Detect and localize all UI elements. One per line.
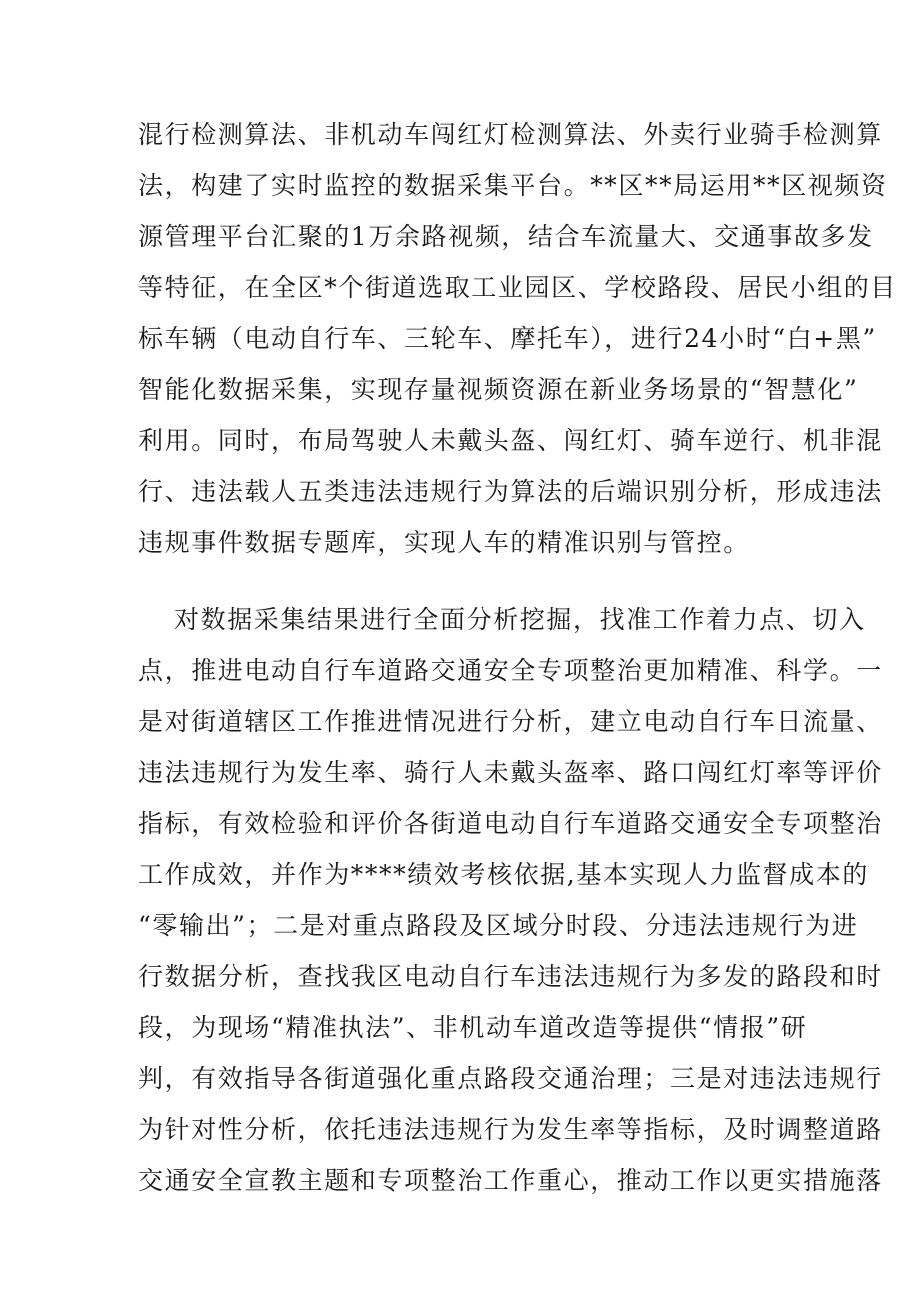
paragraph-1-line: 法，构建了实时监控的数据采集平台。**区**局运用**区视频资: [138, 171, 888, 200]
paragraph-1-line: 标车辆（电动自行车、三轮车、摩托车），进行24小时“白+黑”: [138, 324, 877, 353]
paragraph-1-line: 违规事件数据专题库，实现人车的精准识别与管控。: [138, 528, 750, 557]
paragraph-2-line: “零输出”；二是对重点路段及区域分时段、分违法违规行为进: [138, 911, 859, 940]
paragraph-1-line: 行、违法载人五类违法违规行为算法的后端识别分析，形成违法: [138, 477, 883, 506]
paragraph-2-line: 对数据采集结果进行全面分析挖掘，找准工作着力点、切入: [174, 605, 866, 634]
paragraph-2-line: 为针对性分析，依托违法违规行为发生率等指标，及时调整道路: [138, 1115, 883, 1144]
paragraph-1-line: 利用。同时，布局驾驶人未戴头盔、闯红灯、骑车逆行、机非混: [138, 426, 883, 455]
paragraph-2-line: 是对街道辖区工作推进情况进行分析，建立电动自行车日流量、: [138, 707, 883, 736]
paragraph-1-line: 源管理平台汇聚的1万余路视频，结合车流量大、交通事故多发: [138, 222, 874, 251]
paragraph-1-line: 等特征，在全区*个街道选取工业园区、学校路段、居民小组的目: [138, 273, 897, 302]
paragraph-2-line: 判，有效指导各街道强化重点路段交通治理；三是对违法违规行: [138, 1064, 883, 1093]
paragraph-2-line: 行数据分析，查找我区电动自行车违法违规行为多发的路段和时: [138, 962, 883, 991]
paragraph-2-line: 点，推进电动自行车道路交通安全专项整治更加精准、科学。一: [138, 656, 883, 685]
paragraph-2-line: 段，为现场“精准执法”、非机动车道改造等提供“情报”研: [138, 1013, 808, 1042]
paragraph-1-line: 混行检测算法、非机动车闯红灯检测算法、外卖行业骑手检测算: [138, 120, 883, 149]
paragraph-2-line: 交通安全宣教主题和专项整治工作重心，推动工作以更实措施落: [138, 1166, 883, 1195]
paragraph-1-line: 智能化数据采集，实现存量视频资源在新业务场景的“智慧化”: [138, 375, 859, 404]
paragraph-2-line: 工作成效，并作为****绩效考核依据,基本实现人力监督成本的: [138, 860, 869, 889]
paragraph-2-line: 违法违规行为发生率、骑行人未戴头盔率、路口闯红灯率等评价: [138, 758, 883, 787]
paragraph-2-line: 指标，有效检验和评价各街道电动自行车道路交通安全专项整治: [138, 809, 883, 838]
